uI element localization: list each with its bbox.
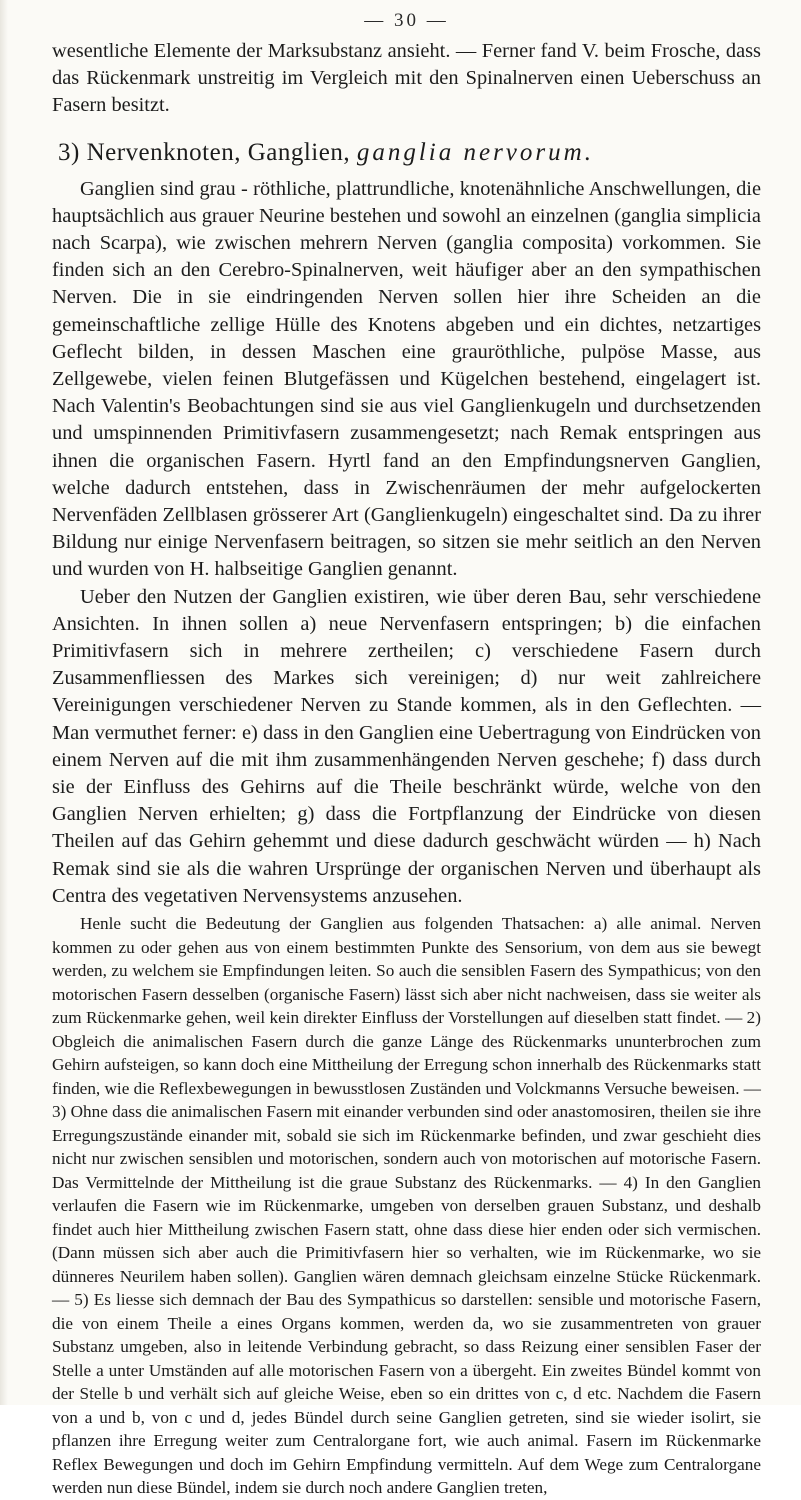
- page-number: — 30 —: [364, 10, 449, 31]
- paragraph-function: Ueber den Nutzen der Ganglien existiren, wie über deren Bau, sehr verschiedene Ansichten. In ihnen sollen a) neue Nervenfasern entspringen; b) die einfachen Primitivfasern sich in mehrere zertheilen; c) verschiedene Fasern durch Zusammenfliessen des Markes sich vereinigen; d) nur weit zahlreichere Vereinigungen verschiedener Nerven zu Stande kommen, als in den Geflechten. — Man vermuthet ferner: e) dass in den Ganglien eine Uebertragung von Eindrücken von einem Nerven auf die mit ihm zusammenhängenden Nerven geschehe; f) dass durch sie der Einfluss des Gehirns auf die Theile beschränkt würde, welche von den Ganglien Nerven erhielten; g) dass die Fortpflanzung der Eindrücke von diesen Theilen auf das Gehirn gehemmt und diese dadurch geschwächt würden — h) Nach Remak sind sie als die wahren Ursprünge der organischen Nerven und überhaupt als Centra des vegetativen Nervensystems anzusehen.: [52, 585, 761, 907]
- henle-note: Henle sucht die Bedeutung der Ganglien aus folgenden Thatsachen: a) alle animal. Nerven kommen zu oder gehen aus von einem bestimmten Punkte des Sensorium, von dem aus sie bewegt werden, zu welchem sie Empfindungen leiten. So auch die sensiblen Fasern des Sympathicus; von den motorischen Fasern desselben (organische Fasern) lässt sich aber nicht nachweisen, dass sie weiter als zum Rückenmarke gehen, weil kein direkter Einfluss der Vorstellungen auf dieselben statt findet. — 2) Obgleich die animalischen Fasern durch die ganze Länge des Rückenmarks ununterbrochen zum Gehirn aufsteigen, so kann doch eine Mittheilung der Erregung schon innerhalb des Rückenmarks statt finden, wie die Reflexbewegungen in bewusstlosen Zuständen und Volckmanns Versuche beweisen. — 3) Ohne dass die animalischen Fasern mit einander verbunden sind oder anastomosiren, theilen sie ihre Erregungszustände einander mit, sobald sie sich im Rückenmarke befinden, und zwar geschieht dies nicht nur zwischen sensiblen und motorischen, sondern auch von motorischen auf motorische Fasern. Das Vermittelnde der Mittheilung ist die graue Substanz des Rückenmarks. — 4) In den Ganglien verlaufen die Fasern wie im Rückenmarke, umgeben von derselben grauen Substanz, und deshalb findet auch hier Mittheilung zwischen Fasern statt, ohne dass diese hier enden oder sich vermischen. (Dann müssen sich aber auch die Primitivfasern hier so verhalten, wie im Rückenmarke, wo sie dünneres Neurilem haben sollen). Ganglien wären demnach gleichsam einzelne Stücke Rückenmark. — 5) Es liesse sich demnach der Bau des Sympathicus so darstellen: sensible und motorische Fasern, die von einem Theile a eines Organs kommen, werden da, wo sie zusammentreten von grauer Substanz umgeben, also in leitende Verbindung gebracht, so dass Reizung einer sensiblen Faser der Stelle a unter Umständen auf alle motorischen Fasern von a übergeht. Ein zweites Bündel kommt von der Stelle b und verhält sich auf gleiche Weise, eben so ein drittes von c, d etc. Nachdem die Fasern von a und b, von c und d, jedes Bündel durch seine Ganglien getreten, sind sie wieder isolirt, sie pflanzen ihre Erregung weiter zum Centralorgane fort, wie auch animal. Fasern im Rückenmarke Reflex Bewegungen und doch im Gehirn Empfindung vermitteln. Auf dem Wege zum Centralorgane werden nun diese Bündel, indem sie durch noch andere Ganglien treten,: [52, 914, 761, 1498]
- section-title: Nervenknoten, Ganglien,: [86, 138, 351, 166]
- paragraph-structure: Ganglien sind grau - röthliche, plattrundliche, knotenähnliche Anschwellungen, die hauptsächlich aus grauer Neurine bestehen und sowohl an einzelnen (ganglia simplicia nach Scarpa), wie zwischen mehrern Nerven (ganglia composita) vorkommen. Sie finden sich an den Cerebro-Spinalnerven, weit häufiger aber an den sympathischen Nerven. Die in sie eindringenden Nerven sollen hier ihre Scheiden an die gemeinschaftliche zellige Hülle des Knotens abgeben und ein dichtes, netzartiges Geflecht bilden, in dessen Maschen eine grauröthliche, pulpöse Masse, aus Zellgewebe, vielen feinen Blutgefässen und Kügelchen bestehend, eingelagert ist. Nach Valentin's Beobachtungen sind sie aus viel Ganglienkugeln und durchsetzenden und umspinnenden Primitivfasern zusammengesetzt; nach Remak entspringen aus ihnen die organischen Fasern. Hyrtl fand an den Empfindungsnerven Ganglien, welche dadurch entstehen, dass in Zwischenräumen der mehr aufgelockerten Nervenfäden Zellblasen grösserer Art (Ganglienkugeln) eingeschaltet sind. Da zu ihrer Bildung nur einige Nervenfasern beitragen, so sitzen sie mehr seitlich an den Nerven und wurden von H. halbseitige Ganglien genannt.: [52, 177, 761, 581]
- scan-edge-shadow: [0, 0, 8, 1405]
- section-number: 3): [58, 138, 80, 166]
- intro-paragraph: wesentliche Elemente der Marksubstanz ansieht. — Ferner fand V. beim Frosche, dass das Rückenmark unstreitig im Vergleich mit den Spinalnerven einen Ueberschuss an Fasern besitzt.: [52, 40, 761, 117]
- section-heading: [58, 136, 761, 170]
- section-latin-title: ganglia nervorum.: [356, 138, 594, 166]
